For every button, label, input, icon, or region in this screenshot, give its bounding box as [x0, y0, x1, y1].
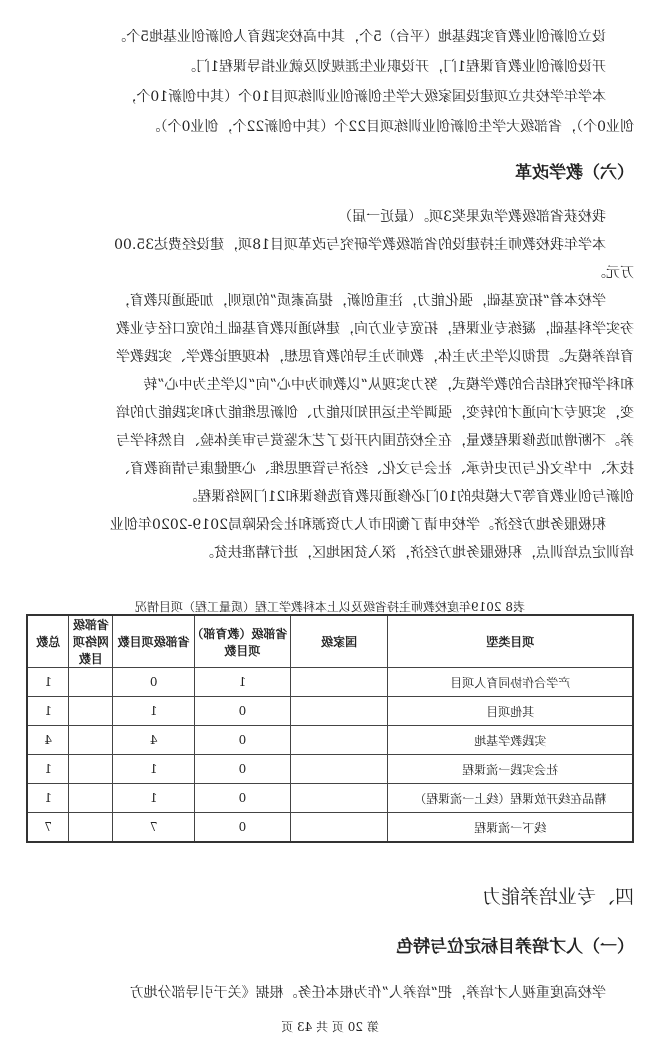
table-cell: 实践教学基地: [388, 726, 633, 755]
table-cell: 1: [195, 668, 291, 697]
column-header: 省部级项目数: [113, 615, 195, 668]
section-heading: （六）教学改革: [515, 163, 634, 183]
text-line: 养。不断增加选修课程数量，在全校范围内开设了艺术鉴赏与审美体验、自然科学与: [116, 433, 634, 449]
table-header-row: [27, 615, 633, 668]
table-row: [27, 755, 633, 784]
table-cell: [290, 784, 388, 813]
table-cell: [69, 726, 113, 755]
table-cell: [290, 755, 388, 784]
text-line: 和科学研究相结合的教学模式，努力实现从“以教师为中心”向“以学生为中心”转: [143, 377, 634, 393]
text-line: 万元。: [592, 265, 634, 281]
text-line: 创新与创业教育等7大模块的10门必修通识教育选修课和21门网络课程。: [183, 489, 634, 505]
table-cell: [69, 784, 113, 813]
chapter-heading: 四、专业培养能力: [481, 886, 634, 908]
text-line: 创业0个），省部级大学生创新创业训练项目22个（其中创新22个，创业0个）。: [146, 119, 634, 135]
table-row: [27, 697, 633, 726]
table-cell: 1: [27, 784, 69, 813]
table-cell: 4: [113, 726, 195, 755]
section-heading: （一）人才培养目标定位与特色: [396, 937, 634, 957]
project-table: [26, 614, 634, 843]
table-cell: 产学合作协同育人项目: [388, 668, 633, 697]
text-line: 本学年我校教师主持建设的省部级教学研究与改革项目18项，建设经费达35.00: [114, 237, 606, 253]
table-cell: 线下一流课程: [388, 813, 633, 843]
text-line: 积极服务地方经济。学校申请了衡阳市人力资源和社会保障局2019-2020年创业: [110, 517, 606, 533]
table-cell: 1: [27, 755, 69, 784]
table-cell: 0: [195, 755, 291, 784]
table-cell: 7: [113, 813, 195, 843]
table-row: [27, 726, 633, 755]
text-line: 设立创新创业教育实践基地（平台）5个，其中高校实践育人创新创业基地5个。: [112, 29, 606, 45]
table-row: [27, 784, 633, 813]
table-cell: 0: [195, 697, 291, 726]
column-header: 总数: [27, 615, 69, 668]
table-cell: [69, 668, 113, 697]
table-cell: 7: [27, 813, 69, 843]
table-cell: 1: [113, 697, 195, 726]
table-cell: [69, 697, 113, 726]
table-cell: 其他项目: [388, 697, 633, 726]
text-line: 开设创新创业教育课程1门，开设职业生涯规划及就业指导课程1门。: [182, 59, 606, 75]
table-cell: 0: [195, 726, 291, 755]
table-cell: 4: [27, 726, 69, 755]
text-line: 本学年学校共立项建设国家级大学生创新创业训练项目10个（其中创新10个，: [122, 89, 606, 105]
column-header: 省部级网络项目数: [69, 615, 113, 668]
table-cell: 精品在线开放课程（线上一流课程）: [388, 784, 633, 813]
table-cell: 1: [27, 697, 69, 726]
table-cell: 1: [113, 755, 195, 784]
text-line: 培训定点培训点，积极服务地方经济，深入贫困地区，进行精准扶贫。: [200, 545, 634, 561]
column-header: 项目类型: [388, 615, 633, 668]
table-cell: [290, 813, 388, 843]
column-header: 省部级（教育部）项目数: [195, 615, 291, 668]
table-cell: 0: [113, 668, 195, 697]
page-footer: 第 20 页 共 43 页: [281, 1020, 379, 1034]
table-cell: [69, 755, 113, 784]
column-header: 国家级: [290, 615, 388, 668]
table-cell: [290, 668, 388, 697]
text-line: 变，实现专才向通才的转变，强调学生运用知识能力、创新思维能力和实践能力的培: [116, 405, 634, 421]
table-cell: [69, 813, 113, 843]
text-line: 技术、中华文化与历史传承、社会与文化、经济与管理思维、心理健康与情商教育、: [116, 461, 634, 477]
table-cell: 1: [27, 668, 69, 697]
text-line: 我校获省部级教学成果奖3项。（最近一届）: [338, 209, 606, 225]
table-cell: 0: [195, 813, 291, 843]
table-cell: 社会实践一流课程: [388, 755, 633, 784]
text-line: 夯实学科基础，凝练专业课程，拓宽专业方向，建构通识教育基础上的宽口径专业教: [116, 321, 634, 337]
table-cell: 0: [195, 784, 291, 813]
table-caption: 表8 2019年度校教师主持省级及以上本科教学工程（质量工程）项目情况: [135, 600, 525, 614]
text-line: 育培养模式。贯彻以学生为主体，教师为主导的教育思想，体现理论教学、实践教学: [116, 349, 634, 365]
table-row: [27, 813, 633, 843]
table-cell: [290, 726, 388, 755]
text-line: 学校本着“拓宽基础，强化能力，注重创新，提高素质”的原则，加强通识教育，: [115, 293, 606, 309]
text-line: 学校高度重视人才培养，把“培养人”作为根本任务。根据《关于引导部分地方: [129, 985, 606, 1001]
table-row: [27, 668, 633, 697]
table-cell: [290, 697, 388, 726]
table-cell: 1: [113, 784, 195, 813]
